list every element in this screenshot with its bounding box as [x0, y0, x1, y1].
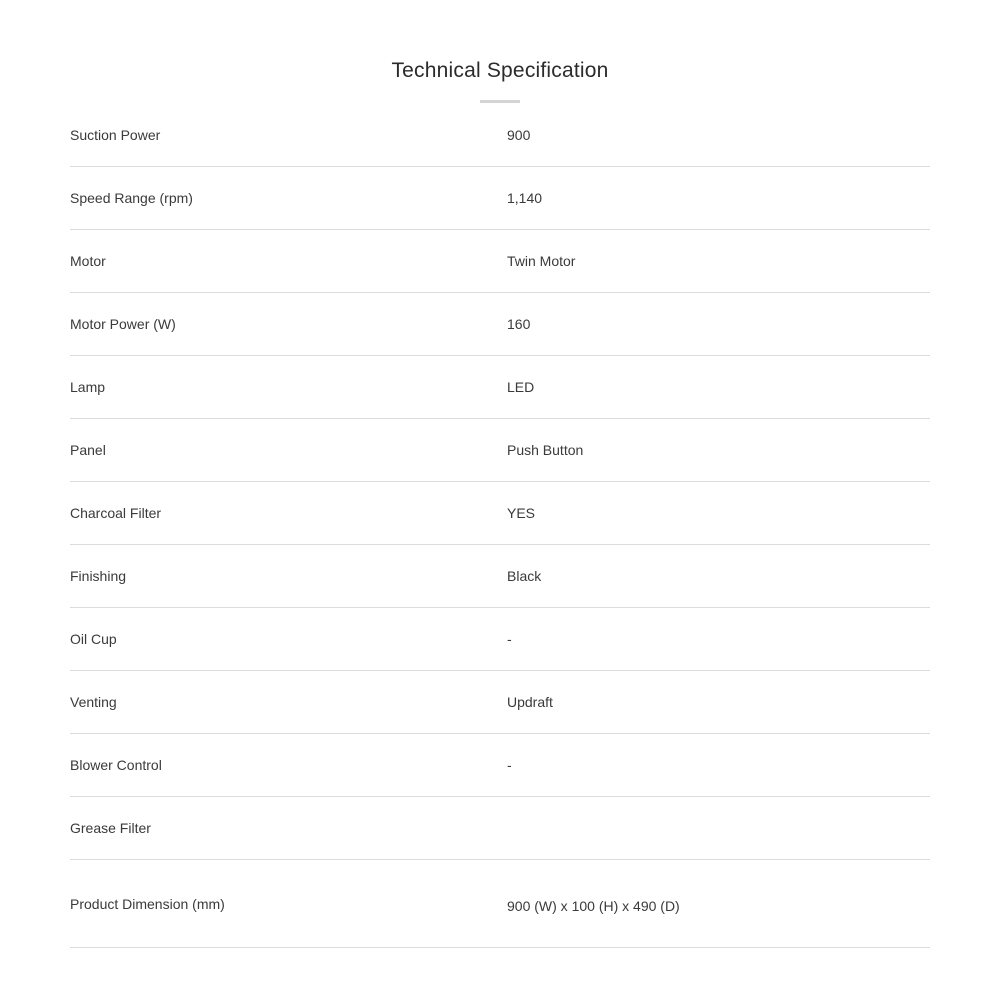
spec-label: Oil Cup	[70, 631, 117, 647]
spec-value: Push Button	[507, 442, 584, 458]
spec-label: Venting	[70, 694, 117, 710]
spec-value: YES	[507, 505, 536, 521]
spec-label: Blower Control	[70, 757, 162, 773]
page-title: Technical Specification	[391, 59, 609, 82]
spec-table	[70, 104, 930, 948]
spec-row-lamp	[70, 356, 930, 419]
title-underline	[480, 100, 520, 103]
spec-label: Charcoal Filter	[70, 505, 162, 521]
spec-value: Black	[507, 568, 542, 584]
spec-row-blower-control	[70, 734, 930, 797]
spec-row-charcoal-filter	[70, 482, 930, 545]
spec-value: 1,140	[507, 190, 543, 206]
spec-value: 900	[507, 127, 531, 143]
spec-row-grease-filter	[70, 797, 930, 860]
spec-label: Suction Power	[70, 127, 161, 143]
spec-row-motor-power	[70, 293, 930, 356]
spec-value: Updraft	[507, 694, 553, 710]
spec-label: Finishing	[70, 568, 127, 584]
spec-label: Product Dimension (mm)	[70, 896, 225, 912]
spec-value: LED	[507, 379, 535, 395]
spec-row-oil-cup	[70, 608, 930, 671]
spec-label: Panel	[70, 442, 106, 458]
spec-row-panel	[70, 419, 930, 482]
spec-row-finishing	[70, 545, 930, 608]
spec-label: Motor	[70, 253, 106, 269]
spec-row-motor	[70, 230, 930, 293]
spec-value: 160	[507, 316, 531, 332]
spec-row-speed-range	[70, 167, 930, 230]
spec-row-suction-power	[70, 104, 930, 167]
spec-label: Grease Filter	[70, 820, 151, 836]
spec-label: Motor Power (W)	[70, 316, 176, 332]
spec-label: Speed Range (rpm)	[70, 190, 193, 206]
spec-value: -	[507, 757, 512, 773]
spec-row-product-dimension	[70, 860, 930, 948]
spec-row-venting	[70, 671, 930, 734]
spec-value: Twin Motor	[507, 253, 576, 269]
spec-value: 900 (W) x 100 (H) x 490 (D)	[507, 898, 680, 914]
spec-label: Lamp	[70, 379, 106, 395]
spec-value: -	[507, 631, 512, 647]
